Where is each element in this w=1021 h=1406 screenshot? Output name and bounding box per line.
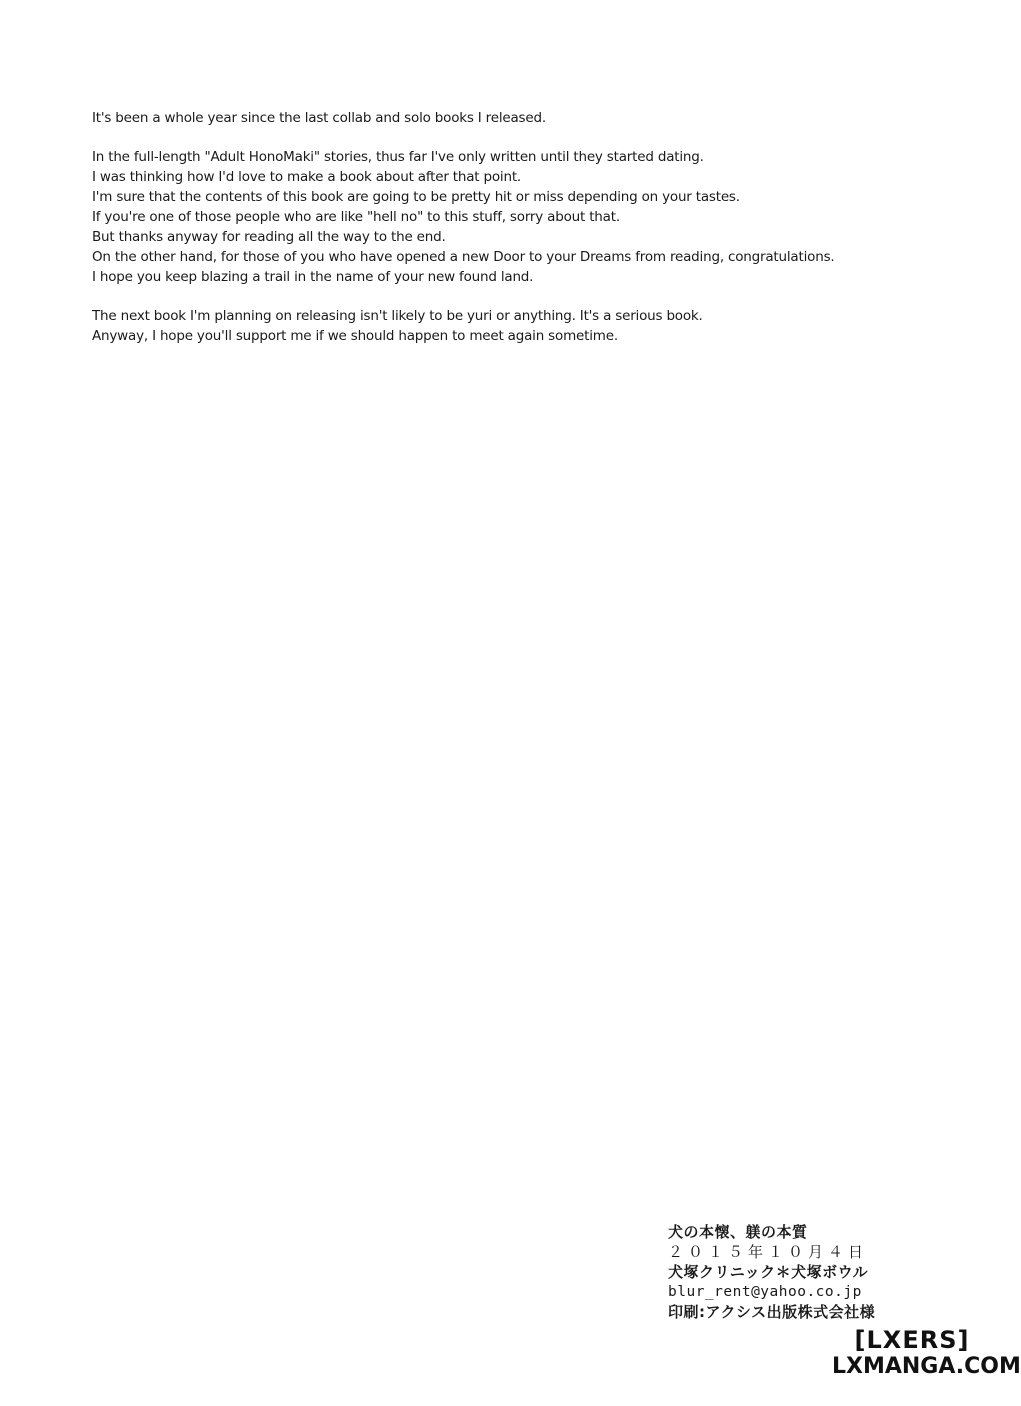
text-line: I hope you keep blazing a trail in the name of your new found land. — [92, 269, 534, 285]
afterword-paragraph-3 — [92, 306, 972, 346]
text-line: I'm sure that the contents of this book are going to be pretty hit or miss depending on your tastes. — [92, 189, 740, 205]
contact-email: blur_rent@yahoo.co.jp — [668, 1284, 862, 1300]
text-line: In the full-length "Adult HonoMaki" stories, thus far I've only written until they started dating. — [92, 149, 704, 165]
text-line: Anyway, I hope you'll support me if we should happen to meet again sometime. — [92, 328, 618, 344]
text-line: But thanks anyway for reading all the way to the end. — [92, 229, 446, 245]
text-line: I was thinking how I'd love to make a book about after that point. — [92, 169, 522, 185]
printer-credit: 印刷:アクシス出版株式会社様 — [668, 1303, 876, 1321]
circle-name: 犬塚クリニック＊犬塚ボウル — [668, 1263, 869, 1281]
book-title: 犬の本懐、躾の本質 — [668, 1223, 808, 1241]
text-line: The next book I'm planning on releasing isn't likely to be yuri or anything. It's a serious book. — [92, 308, 703, 324]
colophon — [668, 1222, 968, 1322]
text-line: If you're one of those people who are like "hell no" to this stuff, sorry about that. — [92, 209, 620, 225]
watermark — [832, 1326, 1021, 1380]
afterword-paragraph-2 — [92, 147, 972, 287]
publication-date: ２０１５年１０月４日 — [668, 1243, 869, 1261]
text-line: It's been a whole year since the last collab and solo books I released. — [92, 110, 546, 126]
watermark-group-name: [LXERS] — [854, 1326, 970, 1354]
afterword-text — [92, 108, 972, 365]
afterword-paragraph-1 — [92, 108, 972, 128]
text-line: On the other hand, for those of you who have opened a new Door to your Dreams from reading, congratulations. — [92, 249, 835, 265]
watermark-site-name: LXMANGA.COM — [832, 1354, 1021, 1379]
